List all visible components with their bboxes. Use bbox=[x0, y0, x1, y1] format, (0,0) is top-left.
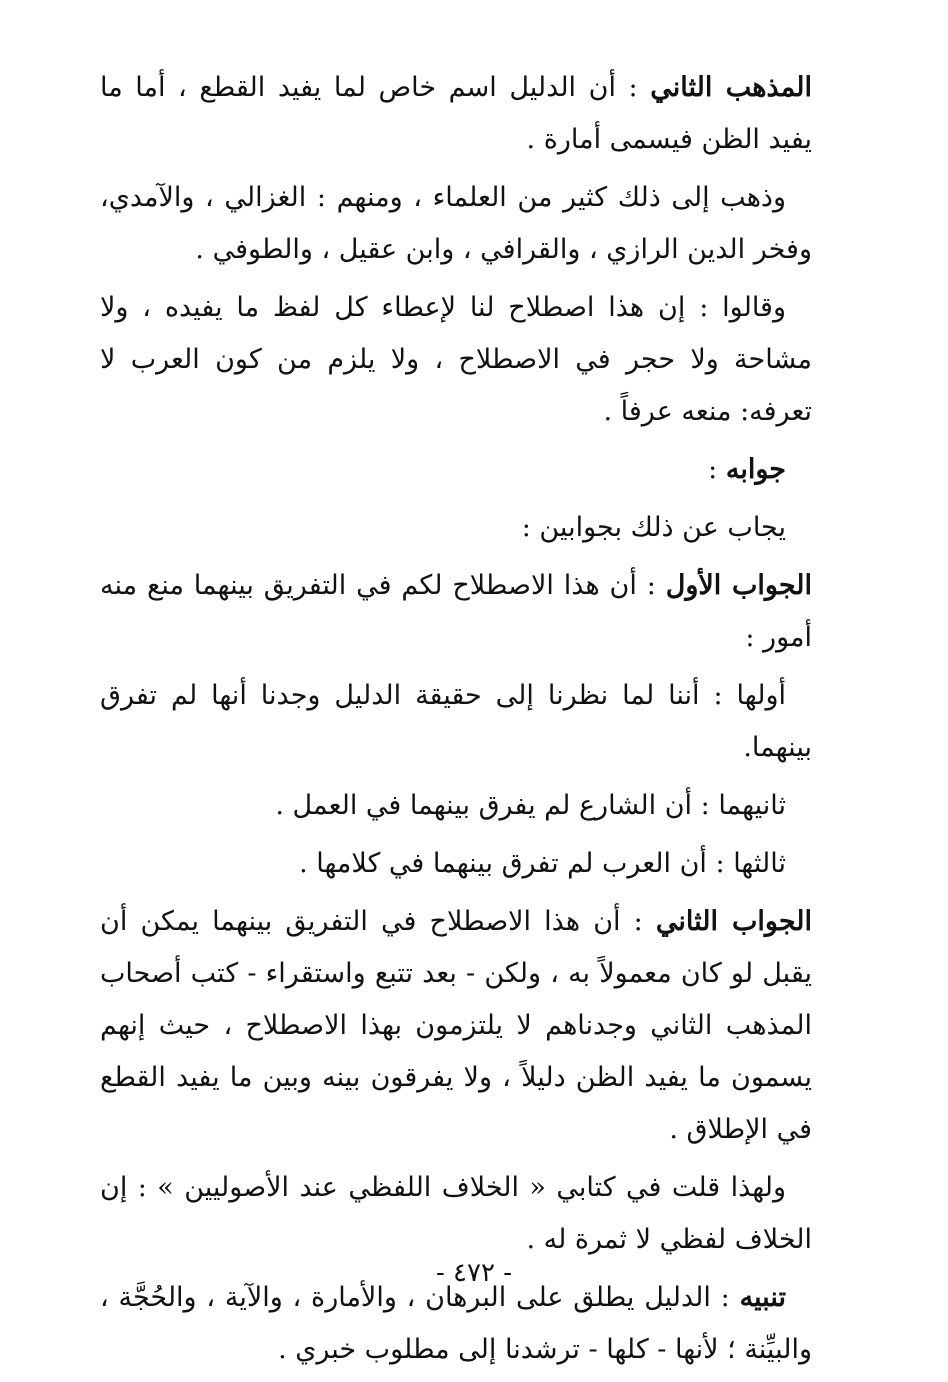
paragraph-text: يجاب عن ذلك بجوابين : bbox=[521, 512, 786, 543]
paragraph-text: ولهذا قلت في كتابي « الخلاف اللفظي عند الأصوليين » : إن الخلاف لفظي لا ثمرة له . bbox=[100, 1172, 812, 1255]
paragraph-text: ثالثها : أن العرب لم تفرق بينهما في كلامها . bbox=[299, 848, 786, 879]
paragraph-their-argument bbox=[100, 282, 812, 438]
paragraph-text: : أن الدليل اسم خاص لما يفيد القطع ، أما ما يفيد الظن فيسمى أمارة . bbox=[100, 72, 812, 155]
paragraph-answer-heading bbox=[100, 444, 812, 496]
paragraph-text: : أن هذا الاصطلاح في التفريق بينهما يمكن أن يقبل لو كان معمولاً به ، ولكن - بعد تتبع واستقراء - كتب أصحاب المذهب الثاني وجدناهم لا يلتزمون بهذا الاصطلاح ، حيث إنهم يسمون ما يفيد الظن دليلاً ، ولا يفرقون بينه وبين ما يفيد القطع في الإطلاق . bbox=[100, 906, 812, 1145]
paragraph-text: وذهب إلى ذلك كثير من العلماء ، ومنهم : الغزالي ، والآمدي، وفخر الدين الرازي ، والقرافي ، وابن عقيل ، والطوفي . bbox=[100, 182, 812, 265]
paragraph-second-answer bbox=[100, 896, 812, 1156]
page-number: - ٤٧٢ - bbox=[435, 1258, 513, 1288]
paragraph-book-reference bbox=[100, 1162, 812, 1266]
paragraph-lead: المذهب الثاني bbox=[650, 72, 813, 103]
paragraph-lead: تنبيه bbox=[739, 1282, 786, 1313]
paragraph-second-point bbox=[100, 780, 812, 832]
paragraph-text: وقالوا : إن هذا اصطلاح لنا لإعطاء كل لفظ ما يفيده ، ولا مشاحة ولا حجر في الاصطلاح ، ولا يلزم من كون العرب لا تعرفه: منعه عرفاً . bbox=[100, 292, 812, 427]
paragraph-two-answers bbox=[100, 502, 812, 554]
paragraph-text: : أن هذا الاصطلاح لكم في التفريق بينهما منع منه أمور : bbox=[100, 570, 812, 653]
paragraph-lead: جوابه bbox=[725, 454, 786, 485]
paragraph-third-point bbox=[100, 838, 812, 890]
paragraph-scholars bbox=[100, 172, 812, 276]
page-body bbox=[100, 62, 812, 1382]
paragraph-text: ثانيهما : أن الشارع لم يفرق بينهما في العمل . bbox=[275, 790, 786, 821]
paragraph-text: أولها : أننا لما نظرنا إلى حقيقة الدليل وجدنا أنها لم تفرق بينهما. bbox=[100, 680, 812, 763]
paragraph-text: : bbox=[708, 454, 726, 485]
paragraph-first-answer bbox=[100, 560, 812, 664]
paragraph-second-school bbox=[100, 62, 812, 166]
paragraph-text: : الدليل يطلق على البرهان ، والأمارة ، والآية ، والحُجَّة ، والبيِّنة ؛ لأنها - كلها - ترشدنا إلى مطلوب خبري . bbox=[100, 1282, 812, 1365]
paragraph-first-point bbox=[100, 670, 812, 774]
paragraph-lead: الجواب الثاني bbox=[655, 906, 812, 937]
paragraph-lead: الجواب الأول bbox=[665, 570, 812, 601]
